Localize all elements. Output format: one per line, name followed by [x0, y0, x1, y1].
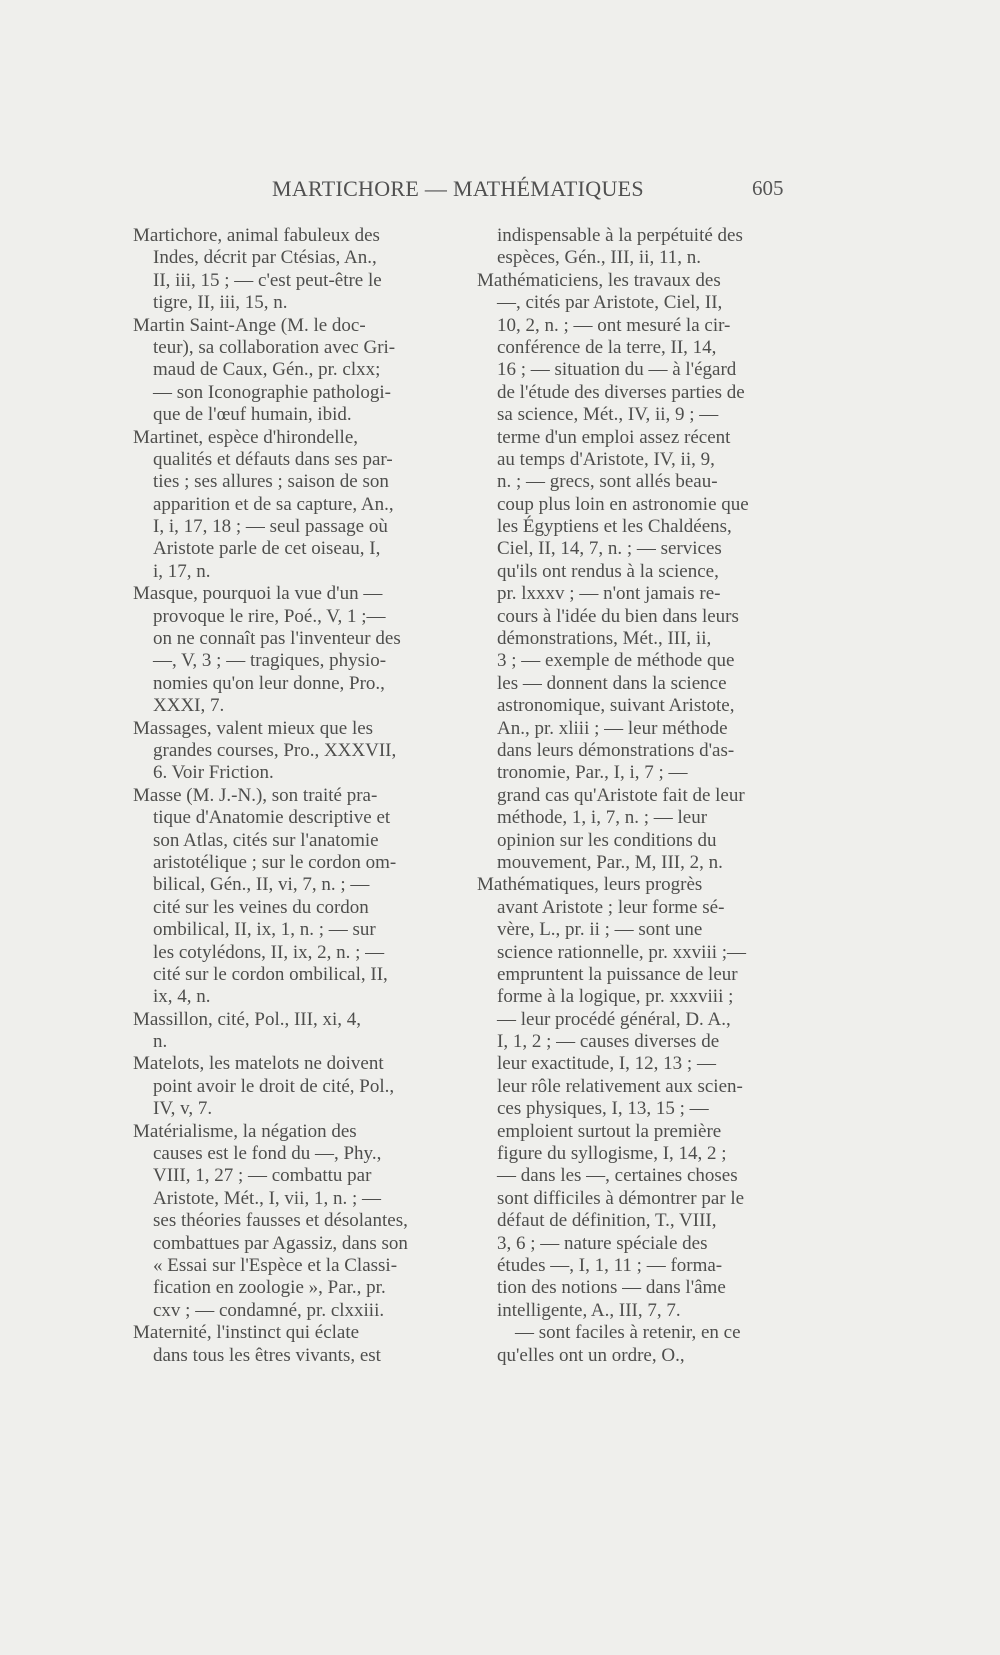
index-entry-line: tronomie, Par., I, i, 7 ; — [497, 762, 688, 784]
index-entry-line: mouvement, Par., M, III, 2, n. [497, 851, 723, 873]
index-entry-line: Ciel, II, 14, 7, n. ; — services [497, 538, 722, 560]
index-entry-line: I, 1, 2 ; — causes diverses de [497, 1031, 720, 1053]
index-entry-line: cité sur les veines du cordon [153, 896, 369, 918]
index-entry-line: 3, 6 ; — nature spéciale des [497, 1232, 708, 1254]
index-entry-line: fication en zoologie », Par., pr. [153, 1277, 386, 1299]
index-entry-line: XXXI, 7. [153, 695, 225, 717]
index-entry-line: cours à l'idée du bien dans leurs [497, 605, 739, 627]
index-entry-line: de l'étude des diverses parties de [497, 381, 745, 403]
page-header [0, 176, 1000, 206]
index-entry-line: qu'elles ont un ordre, O., [497, 1344, 685, 1366]
index-entry-headword-line: Mathématiciens, les travaux des [477, 269, 721, 291]
index-entry-line: IV, v, 7. [153, 1098, 213, 1120]
index-entry-line: les Égyptiens et les Chaldéens, [497, 516, 732, 538]
index-entry-line: VIII, 1, 27 ; — combattu par [153, 1165, 372, 1187]
index-entry-line: n. ; — grecs, sont allés beau- [497, 471, 718, 493]
index-entry-headword-line: Matelots, les matelots ne doivent [133, 1053, 384, 1075]
running-title: MARTICHORE — MATHÉMATIQUES [272, 176, 644, 201]
index-entry-line: leur rôle relativement aux scien- [497, 1075, 743, 1097]
index-entry-line: empruntent la puissance de leur [497, 963, 738, 985]
index-entry-line: sa science, Mét., IV, ii, 9 ; — [497, 404, 719, 426]
index-entry-headword-line: Martinet, espèce d'hirondelle, [133, 426, 359, 448]
index-entry-line: on ne connaît pas l'inventeur des [153, 628, 401, 650]
index-entry-line: ombilical, II, ix, 1, n. ; — sur [153, 919, 376, 941]
index-entry-line: ties ; ses allures ; saison de son [153, 471, 389, 493]
index-entry-headword-line: Maternité, l'instinct qui éclate [133, 1322, 360, 1344]
index-entry-line: combattues par Agassiz, dans son [153, 1232, 408, 1254]
index-entry-line: sont difficiles à démontrer par le [497, 1187, 745, 1209]
index-entry-line: opinion sur les conditions du [497, 829, 717, 851]
index-entry-line: au temps d'Aristote, IV, ii, 9, [497, 448, 715, 470]
index-entry-line: An., pr. xliii ; — leur méthode [497, 717, 728, 739]
left-column [133, 225, 446, 1367]
index-entry-line: « Essai sur l'Espèce et la Classi- [153, 1254, 398, 1276]
index-entry-line: science rationnelle, pr. xxviii ;— [497, 941, 747, 963]
index-entry-headword-line: Masse (M. J.-N.), son traité pra- [133, 784, 378, 806]
index-entry-line: défaut de définition, T., VIII, [497, 1210, 717, 1232]
index-entry-line: pr. lxxxv ; — n'ont jamais re- [497, 583, 721, 605]
index-entry-line: I, i, 17, 18 ; — seul passage où [153, 516, 388, 538]
index-entry-line: dans leurs démonstrations d'as- [497, 739, 735, 761]
index-entry-line: provoque le rire, Poé., V, 1 ;— [153, 605, 386, 627]
index-entry-line: tion des notions — dans l'âme [497, 1277, 726, 1299]
page-number: 605 [752, 176, 784, 200]
index-entry-headword-line: Matérialisme, la négation des [133, 1120, 357, 1142]
index-entry-line: aristotélique ; sur le cordon om- [153, 851, 397, 873]
index-entry-line: intelligente, A., III, 7, 7. [497, 1299, 681, 1321]
index-entry-line: 16 ; — situation du — à l'égard [497, 359, 737, 381]
index-entry-line: teur), sa collaboration avec Gri- [153, 336, 396, 358]
index-entry-line: 3 ; — exemple de méthode que [497, 650, 735, 672]
index-entry-headword-line: Mathématiques, leurs progrès [477, 874, 703, 896]
index-entry-headword-line: Masque, pourquoi la vue d'un — [133, 583, 383, 605]
index-entry-line: causes est le fond du —, Phy., [153, 1143, 382, 1165]
index-entry-headword-line: Martin Saint-Ange (M. le doc- [133, 314, 366, 336]
index-entry-line: Aristote, Mét., I, vii, 1, n. ; — [153, 1187, 381, 1209]
index-entry-line: terme d'un emploi assez récent [497, 426, 731, 448]
index-entry-line: qualités et défauts dans ses par- [153, 448, 393, 470]
index-entry-line: II, iii, 15 ; — c'est peut-être le [153, 269, 382, 291]
index-entry-line: —, cités par Aristote, Ciel, II, [497, 292, 723, 314]
index-entry-line: forme à la logique, pr. xxxviii ; [497, 986, 734, 1008]
index-entry-line: cité sur le cordon ombilical, II, [153, 963, 388, 985]
index-entry-line: coup plus loin en astronomie que [497, 493, 749, 515]
index-entry-line: avant Aristote ; leur forme sé- [497, 896, 725, 918]
index-entry-line: nomies qu'on leur donne, Pro., [153, 672, 385, 694]
index-entry-line: i, 17, n. [153, 560, 211, 582]
index-entry-line: espèces, Gén., III, ii, 11, n. [497, 247, 702, 269]
index-entry-headword-line: Massages, valent mieux que les [133, 717, 374, 739]
index-entry-line: astronomique, suivant Aristote, [497, 695, 735, 717]
index-entry-line: — leur procédé général, D. A., [497, 1008, 731, 1030]
index-entry-line: les — donnent dans la science [497, 672, 727, 694]
index-entry-line: dans tous les êtres vivants, est [153, 1344, 381, 1366]
index-entry-line: — sont faciles à retenir, en ce [515, 1322, 741, 1344]
index-entry-line: méthode, 1, i, 7, n. ; — leur [497, 807, 708, 829]
index-entry-line: études —, I, 1, 11 ; — forma- [497, 1254, 723, 1276]
index-entry-line: — dans les —, certaines choses [497, 1165, 738, 1187]
index-entry-line: démonstrations, Mét., III, ii, [497, 628, 712, 650]
index-entry-line: bilical, Gén., II, vi, 7, n. ; — [153, 874, 370, 896]
index-entry-line: grand cas qu'Aristote fait de leur [497, 784, 745, 806]
index-entry-line: ses théories fausses et désolantes, [153, 1210, 408, 1232]
index-entry-line: —, V, 3 ; — tragiques, physio- [153, 650, 387, 672]
index-entry-line: son Atlas, cités sur l'anatomie [153, 829, 379, 851]
index-entry-line: maud de Caux, Gén., pr. clxx; [153, 359, 381, 381]
index-entry-line: ix, 4, n. [153, 986, 211, 1008]
index-entry-line: emploient surtout la première [497, 1120, 722, 1142]
index-entry-line: Indes, décrit par Ctésias, An., [153, 247, 377, 269]
index-entry-line: apparition et de sa capture, An., [153, 493, 394, 515]
index-entry-headword-line: Martichore, animal fabuleux des [133, 225, 380, 246]
index-entry-line: conférence de la terre, II, 14, [497, 336, 717, 358]
index-entry-line: ces physiques, I, 13, 15 ; — [497, 1098, 709, 1120]
index-entry-line: leur exactitude, I, 12, 13 ; — [497, 1053, 716, 1075]
index-entry-line: point avoir le droit de cité, Pol., [153, 1075, 395, 1097]
index-entry-line: n. [153, 1031, 168, 1053]
index-entry-line: que de l'œuf humain, ibid. [153, 404, 352, 426]
index-entry-line: indispensable à la perpétuité des [497, 225, 743, 246]
index-entry-line: Aristote parle de cet oiseau, I, [153, 538, 381, 560]
index-entry-line: figure du syllogisme, I, 14, 2 ; [497, 1143, 727, 1165]
index-entry-headword-line: Massillon, cité, Pol., III, xi, 4, [133, 1008, 361, 1030]
index-entry-line: 6. Voir Friction. [153, 762, 274, 784]
index-entry-line: les cotylédons, II, ix, 2, n. ; — [153, 941, 385, 963]
index-entry-line: — son Iconographie pathologi- [153, 381, 391, 403]
index-entry-line: qu'ils ont rendus à la science, [497, 560, 719, 582]
index-entry-line: tique d'Anatomie descriptive et [153, 807, 391, 829]
index-entry-line: 10, 2, n. ; — ont mesuré la cir- [497, 314, 731, 336]
index-entry-line: grandes courses, Pro., XXXVII, [153, 739, 397, 761]
index-entry-line: cxv ; — condamné, pr. clxxiii. [153, 1299, 385, 1321]
index-entry-line: tigre, II, iii, 15, n. [153, 292, 288, 314]
index-entry-line: vère, L., pr. ii ; — sont une [497, 919, 703, 941]
right-column [477, 225, 789, 1367]
